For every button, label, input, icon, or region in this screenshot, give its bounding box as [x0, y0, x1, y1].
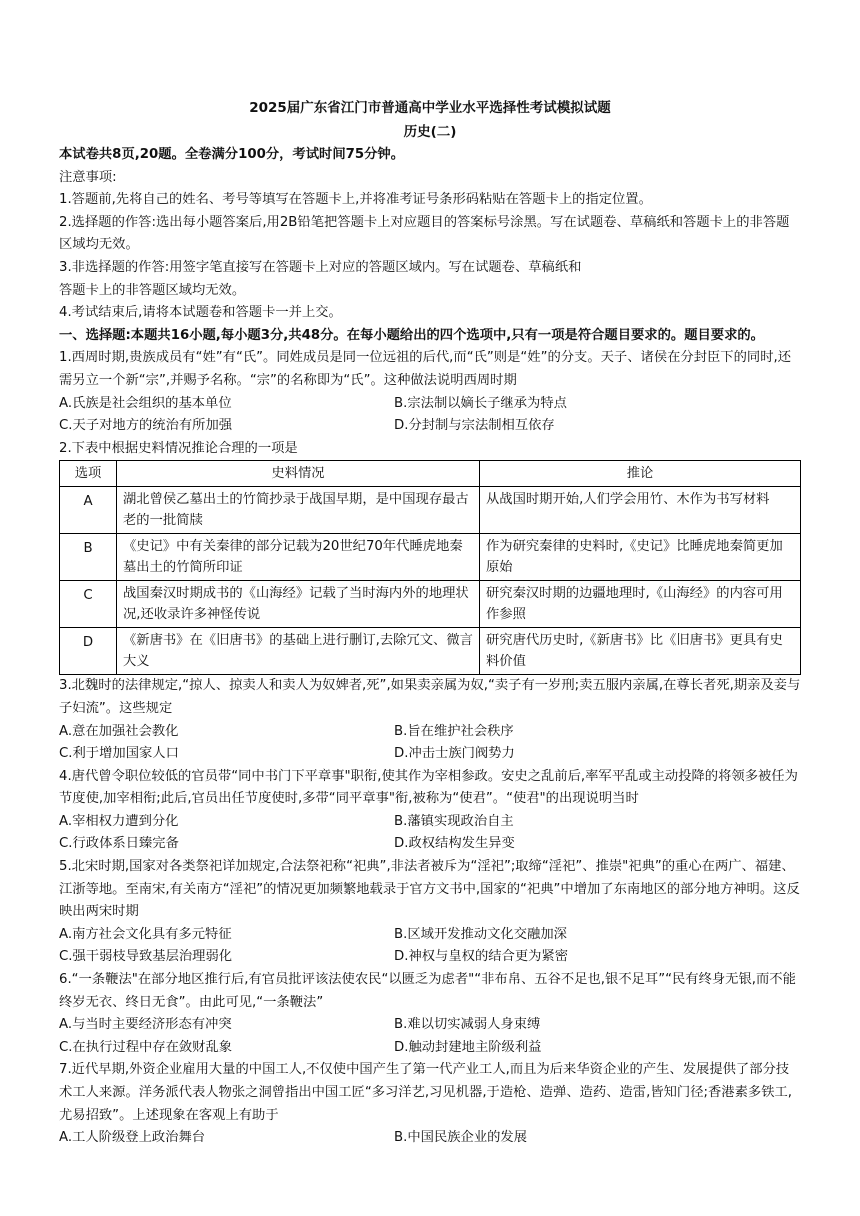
question-options	[59, 924, 801, 969]
option: D.分封制与宗法制相互依存	[394, 418, 555, 434]
table-row	[60, 628, 801, 675]
option: B.难以切实减弱人身束缚	[394, 1017, 541, 1033]
option: A.氏族是社会组织的基本单位	[59, 395, 232, 411]
option: D.政权结构发生异变	[394, 836, 515, 852]
table-cell: 从战国时期开始,人们学会用竹、木作为书写材料	[480, 487, 801, 534]
option: B.中国民族企业的发展	[394, 1130, 528, 1146]
option: A.意在加强社会教化	[59, 723, 179, 739]
table-cell: 研究唐代历史时,《新唐书》比《旧唐书》更具有史料价值	[480, 628, 801, 675]
option: D.神权与皇权的结合更为紧密	[394, 949, 569, 965]
table-cell: 湖北曾侯乙墓出土的竹简抄录于战国早期，是中国现存最古老的一批简牍	[117, 487, 480, 534]
note-item: 4.考试结束后,请将本试题卷和答题卡一并上交。	[59, 305, 342, 321]
option: B.宗法制以嫡长子继承为特点	[394, 395, 567, 411]
option: B.区域开发推动文化交融加深	[394, 926, 567, 942]
option: C.强干弱枝导致基层治理弱化	[59, 949, 233, 965]
table-cell: A	[60, 487, 117, 534]
exam-title: 2025届广东省江门市普通高中学业水平选择性考试模拟试题	[249, 100, 611, 116]
question-stem: 5.北宋时期,国家对各类祭祀详加规定,合法祭祀称“祀典”,非法者被斥为“淫祀”;取缔“淫祀”、推崇"祀典”的重心在两广、福建、江浙等地。至南宋,有关南方“淫祀”的情况更加频繁地载录于官方文书中,国家的“祀典”中增加了东南地区的部分地方神明。这反映出两宋时期	[59, 859, 800, 920]
option: A.与当时主要经济形态有冲突	[59, 1017, 232, 1033]
note-item: 3.非选择题的作答:用签字笔直接写在答题卡上对应的答题区域内。写在试题卷、草稿纸和	[59, 259, 582, 275]
option: C.利于增加国家人口	[59, 746, 179, 762]
option: A.工人阶级登上政治舞台	[59, 1130, 206, 1146]
question-stem: 7.近代早期,外资企业雇用大量的中国工人,不仅使中国产生了第一代产业工人,而且为后来华资企业的产生、发展提供了部分技术工人来源。洋务派代表人物张之洞曾指出中国工匠“多习洋艺,习见机器,于造枪、造弹、造药、造雷,皆知门径;香港素多铁工,尤易招致”。上述现象在客观上有助于	[59, 1062, 793, 1123]
table-cell: C	[60, 581, 117, 628]
table-row	[60, 581, 801, 628]
exam-summary: 本试卷共8页,20题。全卷满分100分，考试时间75分钟。	[59, 147, 405, 162]
option: A.宰相权力遭到分化	[59, 813, 179, 829]
question-stem: 6.“一条鞭法"在部分地区推行后,有官员批评该法使农民“以匮乏为虑者"“非布帛、五谷不足也,银不足耳”“民有终身无银,而不能终岁无衣、终日无食”。由此可见,“一条鞭法”	[59, 972, 796, 1010]
option: D.触动封建地主阶级利益	[394, 1039, 542, 1055]
table-cell: D	[60, 628, 117, 675]
table-cell: 研究秦汉时期的边疆地理时,《山海经》的内容可用作参照	[480, 581, 801, 628]
option: C.行政体系日臻完备	[59, 836, 179, 852]
question-stem: 2.下表中根据史料情况推论合理的一项是	[59, 440, 298, 456]
option: C.天子对地方的统治有所加强	[59, 418, 233, 434]
table-header: 选项	[60, 461, 117, 487]
question-stem: 3.北魏时的法律规定,“掠人、掠卖人和卖人为奴婢者,死”,如果卖亲属为奴,“卖子有一岁刑;卖五服内亲属,在尊长者死,期亲及妾与子妇流”。这些规定	[59, 678, 801, 716]
table-cell: 作为研究秦律的史料时,《史记》比睡虎地秦简更加原始	[480, 534, 801, 581]
question-stem: 4.唐代曾令职位较低的官员带“同中书门下平章事"职衔,使其作为宰相参政。安史之乱前后,率军平乱或主动投降的将领多被任为节度使,加宰相衔;此后,官员出任节度使时,多带“同平章事"衔,被称为“使君”。“使君"的出现说明当时	[59, 768, 798, 807]
source-table	[59, 460, 801, 675]
table-header: 推论	[480, 461, 801, 487]
question-stem: 1.西周时期,贵族成员有“姓”有“氏”。同姓成员是同一位远祖的后代,而“氏”则是“姓”的分支。天子、诸侯在分封臣下的同时,还需另立一个新“宗”,并赐予名称。“宗”的名称即为“氏”。这种做法说明西周时期	[59, 350, 792, 388]
table-cell: 战国秦汉时期成书的《山海经》记载了当时海内外的地理状况,还收录许多神怪传说	[117, 581, 480, 628]
option: D.冲击士族门阀势力	[394, 746, 515, 762]
table-header: 史料情况	[117, 461, 480, 487]
exam-subtitle: 历史(二)	[403, 124, 457, 140]
section-heading: 一、选择题:本题共16小题,每小题3分,共48分。在每小题给出的四个选项中,只有一项是符合题目要求的。题目要求的。	[59, 327, 764, 343]
question-options	[59, 1014, 801, 1059]
table-cell: B	[60, 534, 117, 581]
question-options	[59, 811, 801, 856]
question-options	[59, 393, 801, 438]
note-item: 1.答题前,先将自己的姓名、考号等填写在答题卡上,并将准考证号条形码粘贴在答题卡上的指定位置。	[59, 192, 652, 208]
option: B.旨在维护社会秩序	[394, 723, 514, 739]
table-cell: 《新唐书》在《旧唐书》的基础上进行删订,去除冗文、微言大义	[117, 628, 480, 675]
exam-page	[59, 96, 801, 1150]
notes-heading: 注意事项:	[59, 169, 117, 185]
note-item: 答题卡上的非答题区域均无效。	[59, 282, 246, 298]
option: C.在执行过程中存在敛财乱象	[59, 1039, 233, 1055]
table-row	[60, 534, 801, 581]
table-row	[60, 487, 801, 534]
option: B.藩镇实现政治自主	[394, 813, 514, 829]
table-cell: 《史记》中有关秦律的部分记载为20世纪70年代睡虎地秦墓出土的竹简所印证	[117, 534, 480, 581]
table-header-row	[60, 461, 801, 487]
option: A.南方社会文化具有多元特征	[59, 926, 232, 942]
question-options	[59, 1127, 801, 1150]
note-item: 2.选择题的作答:选出每小题答案后,用2B铅笔把答题卡上对应题目的答案标号涂黑。写在试题卷、草稿纸和答题卡上的非答题区域均无效。	[59, 214, 790, 253]
question-options	[59, 721, 801, 766]
